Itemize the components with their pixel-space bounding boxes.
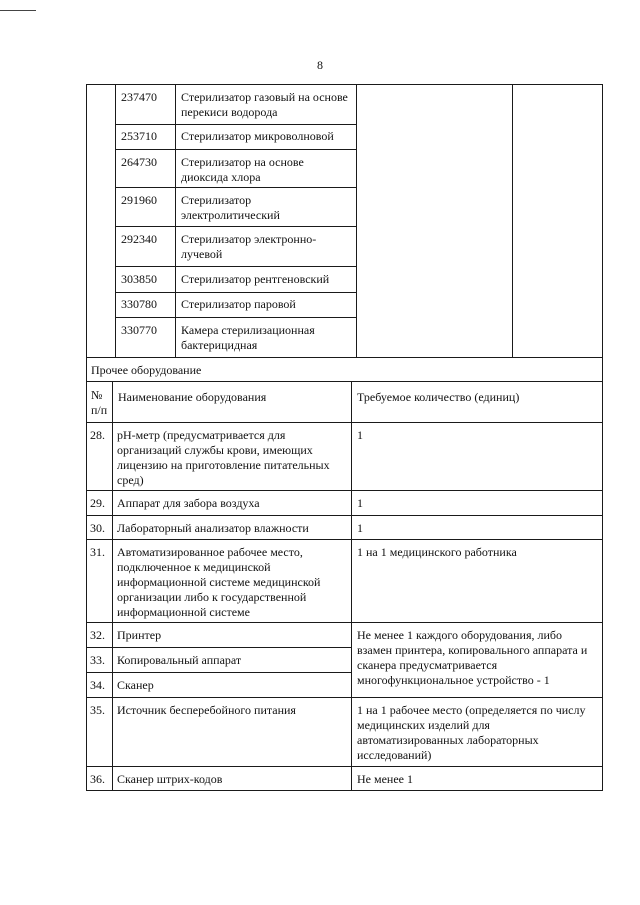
code-cell: 264730 (121, 155, 157, 169)
equipment-name: Сканер штрих-кодов (117, 772, 223, 786)
equipment-name: Источник бесперебойного питания (117, 703, 296, 717)
equipment-name: Сканер (117, 678, 154, 692)
code-cell: 292340 (121, 232, 157, 246)
code-cell: 237470 (121, 90, 157, 104)
required-quantity: Не менее 1 (357, 772, 413, 786)
row-number: 32. (90, 628, 105, 642)
header-number: № п/п (91, 388, 108, 417)
row-number: 35. (90, 703, 105, 717)
equipment-name: Аппарат для забора воздуха (117, 496, 260, 510)
row-number: 31. (90, 545, 105, 559)
code-cell: 303850 (121, 272, 157, 286)
required-quantity: 1 на 1 медицинского работника (357, 545, 517, 559)
name-cell: Стерилизатор рентгеновский (181, 272, 330, 286)
section-title: Прочее оборудование (91, 363, 202, 377)
row-number: 29. (90, 496, 105, 510)
name-cell: Стерилизатор паровой (181, 297, 296, 311)
header-name: Наименование оборудования (118, 390, 267, 404)
row-number: 28. (90, 428, 105, 442)
equipment-name: Лабораторный анализатор влажности (117, 521, 309, 535)
equipment-name: Копировальный аппарат (117, 653, 242, 667)
header-quantity: Требуемое количество (единиц) (357, 390, 520, 404)
code-cell: 330770 (121, 323, 157, 337)
required-quantity: 1 (357, 428, 363, 442)
equipment-name: рН-метр (предусматривается для организаций службы крови, имеющих лицензию на приготовление питательных сред) (117, 428, 330, 487)
code-cell: 291960 (121, 193, 157, 207)
required-quantity: 1 (357, 496, 363, 510)
row-number: 36. (90, 772, 105, 786)
required-quantity: 1 (357, 521, 363, 535)
name-cell: Стерилизатор на основе диоксида хлора (181, 155, 304, 184)
equipment-name: Автоматизированное рабочее место, подключенное к медицинской информационной системе медицинской организации либо к государственной информационной системе (117, 545, 321, 619)
name-cell: Стерилизатор газовый на основе перекиси водорода (181, 90, 348, 119)
equipment-name: Принтер (117, 628, 162, 642)
name-cell: Стерилизатор электролитический (181, 193, 280, 222)
code-cell: 330780 (121, 297, 157, 311)
row-number: 34. (90, 678, 105, 692)
required-quantity: Не менее 1 каждого оборудования, либо взамен принтера, копировального аппарата и сканера предусматривается многофункциональное устройство - 1 (357, 628, 588, 687)
name-cell: Камера стерилизационная бактерицидная (181, 323, 315, 352)
name-cell: Стерилизатор электронно- лучевой (181, 232, 317, 261)
row-number: 30. (90, 521, 105, 535)
name-cell: Стерилизатор микроволновой (181, 129, 334, 143)
scan-artifact-line (0, 10, 36, 11)
page-number: 8 (317, 58, 323, 72)
row-number: 33. (90, 653, 105, 667)
code-cell: 253710 (121, 129, 157, 143)
required-quantity: 1 на 1 рабочее место (определяется по числу медицинских изделий для автоматизированных лабораторных исследований) (357, 703, 586, 762)
